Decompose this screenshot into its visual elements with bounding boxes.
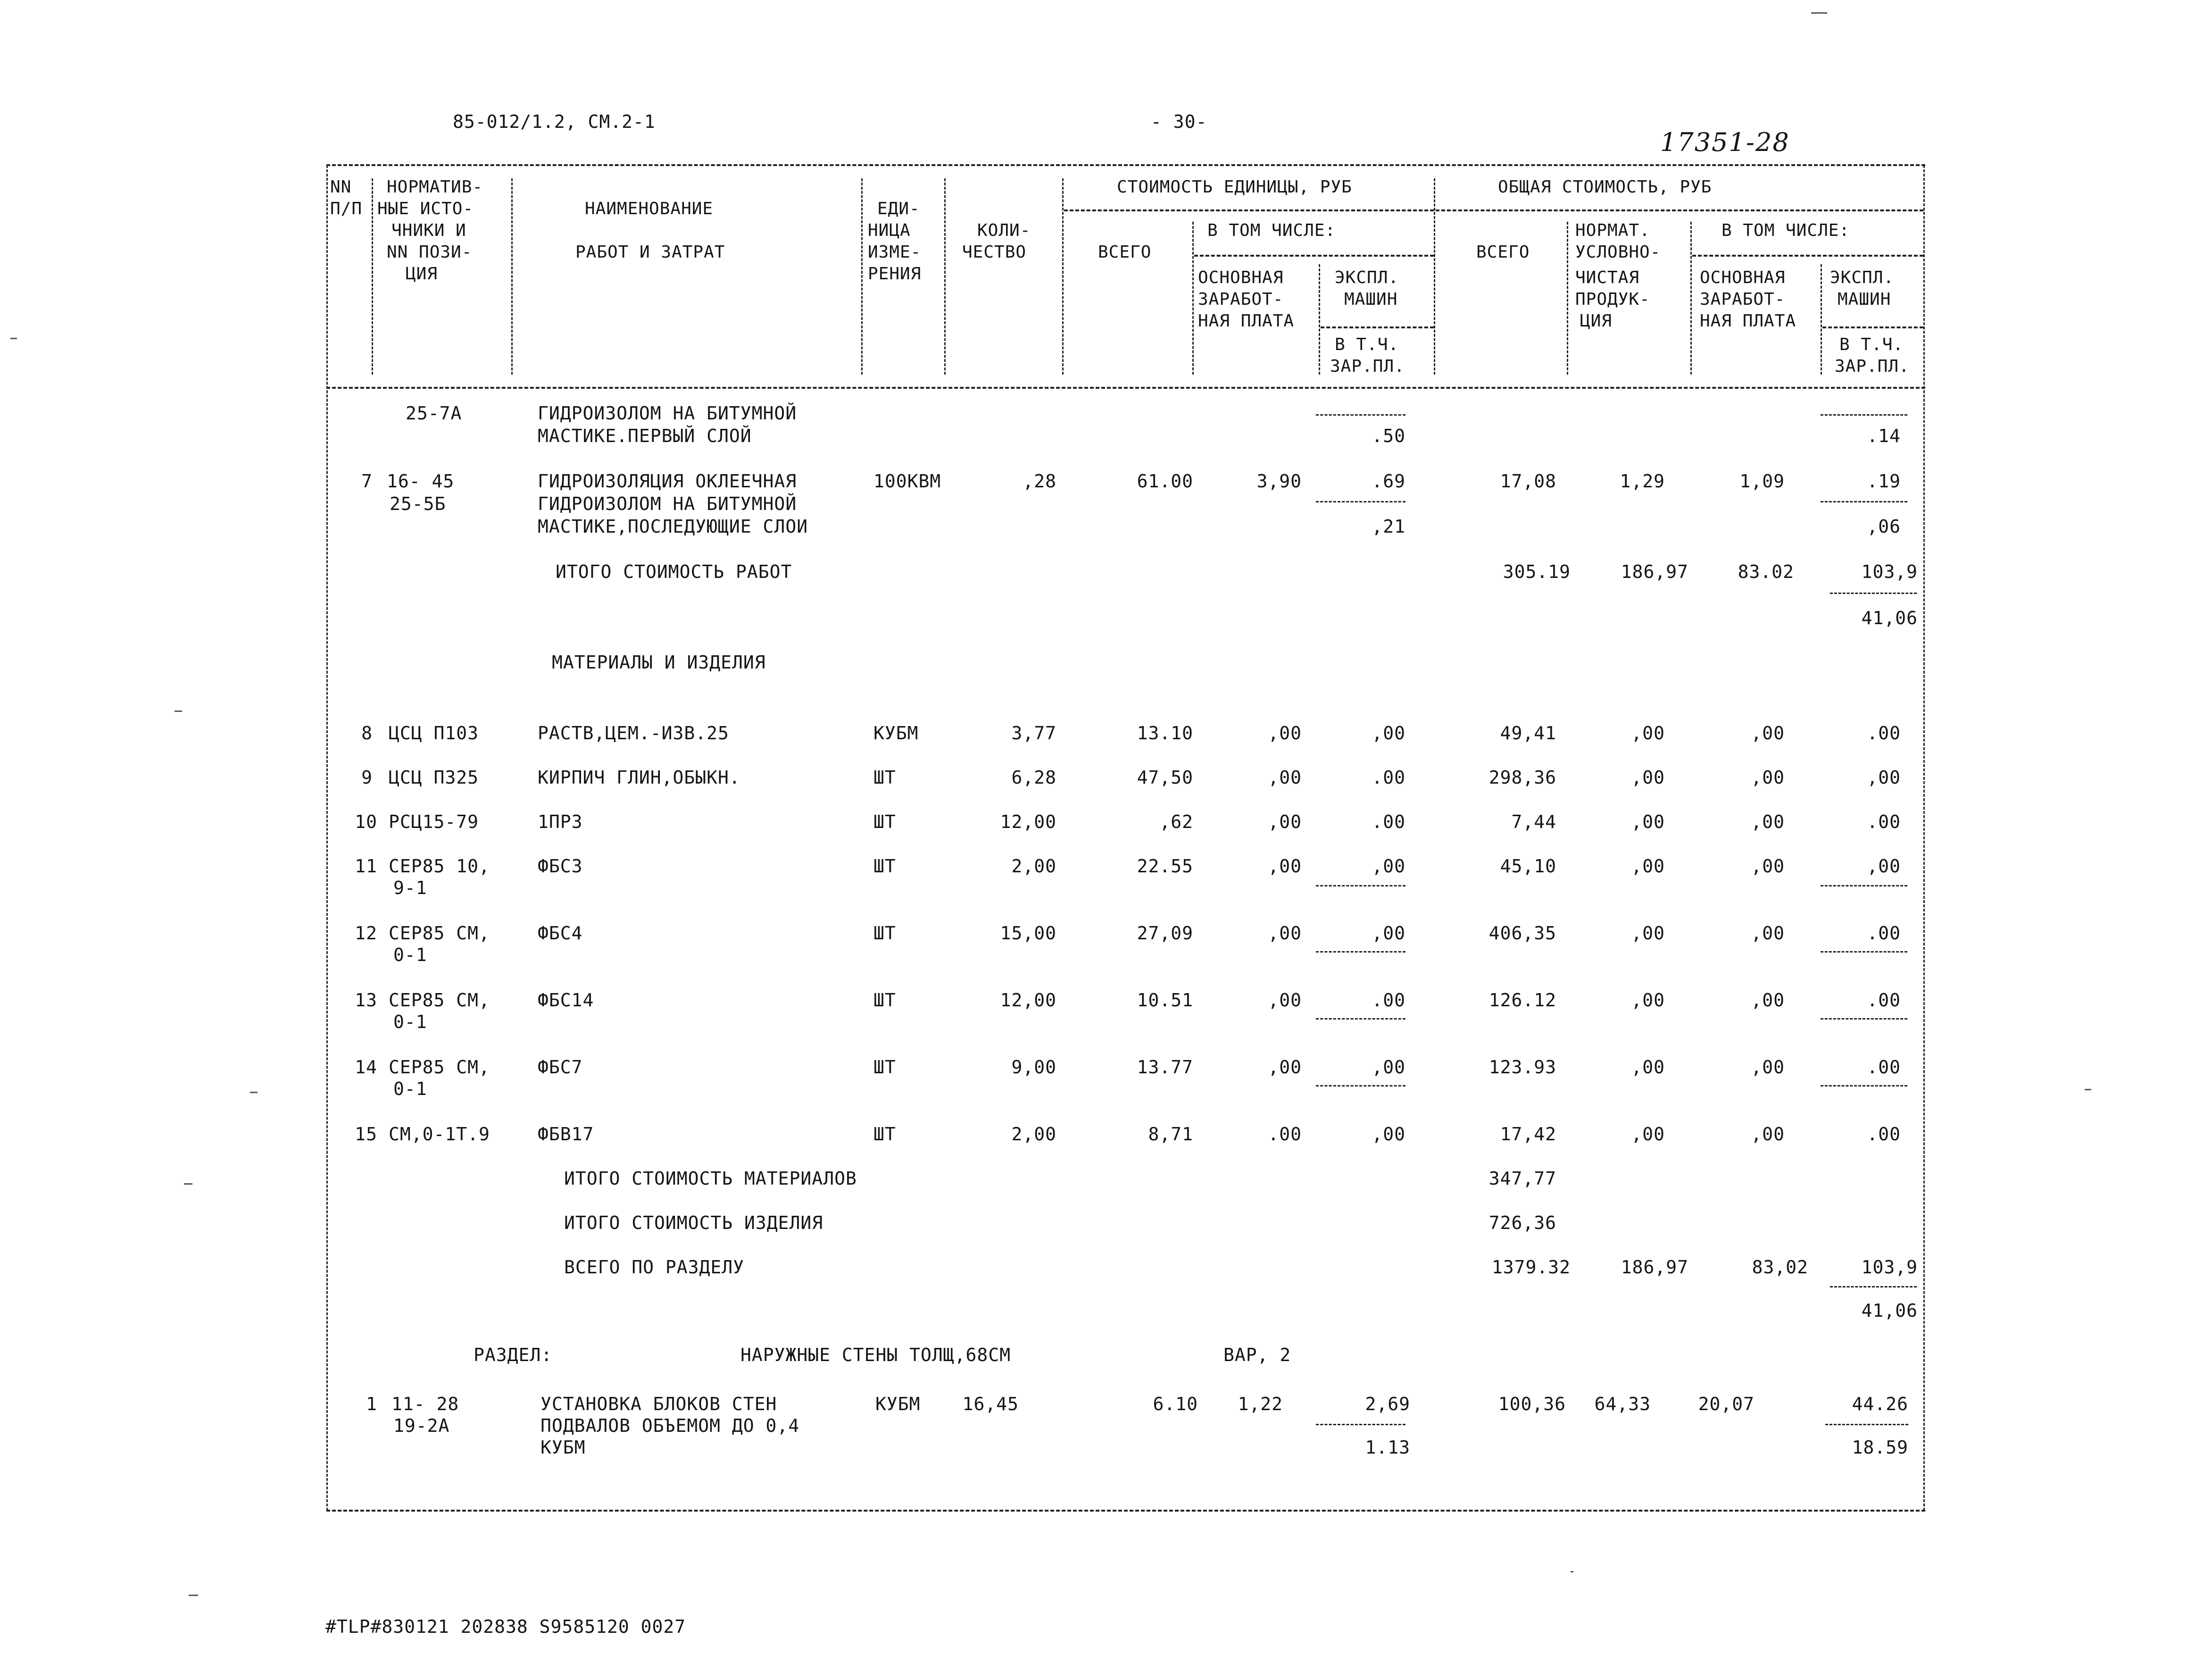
row-total: 298,36 xyxy=(1489,767,1556,788)
row-name: УСТАНОВКА БЛОКОВ СТЕН xyxy=(541,1394,777,1414)
table-bottom-border xyxy=(326,1510,1925,1512)
row-total-wage: ,00 xyxy=(1751,1057,1785,1078)
row-unit-mach: ,00 xyxy=(1372,723,1405,744)
header-t-mach-line2: МАШИН xyxy=(1838,290,1891,309)
row-name: МАСТИКЕ.ПЕРВЫЙ СЛОЙ xyxy=(538,426,752,446)
total-mach-sub-line xyxy=(1822,326,1923,328)
row-unit-total: 6.10 xyxy=(1153,1394,1198,1414)
document-code: 85-012/1.2, СМ.2-1 xyxy=(453,111,656,132)
header-norm-line2: НЫЕ ИСТО- xyxy=(377,199,474,218)
header-t-norm-line5: ЦИЯ xyxy=(1580,311,1613,331)
scan-mark xyxy=(2085,1089,2091,1090)
table-right-border xyxy=(1923,165,1925,1511)
mach-wage-underline xyxy=(1316,951,1405,953)
new-section-title: НАРУЖНЫЕ СТЕНЫ ТОЛЩ,68СМ xyxy=(740,1345,1011,1365)
row-qty: 9,00 xyxy=(1011,1057,1056,1078)
header-t-incl-wage-line2: ЗАР.ПЛ. xyxy=(1835,357,1910,376)
mach-wage-underline xyxy=(1316,1018,1405,1020)
header-t-wage-line1: ОСНОВНАЯ xyxy=(1700,268,1786,287)
row-total: 7,44 xyxy=(1511,811,1556,832)
header-t-norm-line2: УСЛОВНО- xyxy=(1575,242,1661,262)
row-unit-mach: .00 xyxy=(1372,767,1405,788)
row-qty: 12,00 xyxy=(1000,990,1056,1011)
section-total-mach-wage: 41,06 xyxy=(1861,1300,1918,1321)
row-code: СЕР85 10, xyxy=(389,856,490,877)
unit-incl-sub-line xyxy=(1194,255,1434,257)
col-sep-u-wage xyxy=(1319,264,1320,375)
header-t-wage-line3: НАЯ ПЛАТА xyxy=(1700,311,1796,331)
row-unit-mach-wage: .50 xyxy=(1372,426,1405,446)
header-t-total: ВСЕГО xyxy=(1476,242,1530,262)
row-total-wage: 1,09 xyxy=(1739,471,1785,492)
header-t-incl-wage-line1: В Т.Ч. xyxy=(1839,335,1904,354)
row-total-wage: ,00 xyxy=(1751,923,1785,944)
products-total-label: ИТОГО СТОИМОСТЬ ИЗДЕЛИЯ xyxy=(564,1212,823,1233)
header-u-wage-line1: ОСНОВНАЯ xyxy=(1198,268,1284,287)
row-unit-total: 61.00 xyxy=(1137,471,1193,492)
mach-wage-underline xyxy=(1821,951,1907,953)
row-total-wage: 20,07 xyxy=(1698,1394,1755,1414)
mach-wage-underline xyxy=(1821,414,1907,416)
row-qty: 12,00 xyxy=(1000,811,1056,832)
header-norm-line5: ЦИЯ xyxy=(406,264,438,284)
row-name: МАСТИКЕ,ПОСЛЕДУЮЩИЕ СЛОИ xyxy=(538,516,808,537)
mach-wage-underline xyxy=(1316,885,1405,886)
row-code: СМ,0-1Т.9 xyxy=(389,1124,490,1145)
header-u-incl-wage-line1: В Т.Ч. xyxy=(1335,335,1399,354)
header-u-mach-line1: ЭКСПЛ. xyxy=(1335,268,1399,287)
row-unit-total: 13.77 xyxy=(1137,1057,1193,1078)
total-cost-sub-line xyxy=(1436,209,1923,211)
row-total: 17,08 xyxy=(1500,471,1556,492)
header-norm-line3: ЧНИКИ И xyxy=(391,221,466,240)
row-name: ФБВ17 xyxy=(538,1124,594,1145)
col-sep-qty xyxy=(1062,178,1064,375)
row-number: 14 xyxy=(355,1057,377,1078)
row-total-mach: .00 xyxy=(1867,1057,1901,1078)
row-name: ФБС4 xyxy=(538,923,583,944)
row-unit-wage: ,00 xyxy=(1268,856,1302,877)
row-unit-wage: 1,22 xyxy=(1238,1394,1283,1414)
row-name: 1ПР3 xyxy=(538,811,583,832)
row-total-mach: .00 xyxy=(1867,923,1901,944)
header-t-incl: В ТОМ ЧИСЛЕ: xyxy=(1721,221,1850,240)
row-total-wage: ,00 xyxy=(1751,990,1785,1011)
row-code: 25-5Б xyxy=(390,493,446,514)
row-total-mach-wage: 18.59 xyxy=(1852,1437,1908,1458)
row-total-mach: .00 xyxy=(1867,723,1901,744)
row-code: 9-1 xyxy=(393,878,427,898)
header-total-cost: ОБЩАЯ СТОИМОСТЬ, РУБ xyxy=(1498,177,1712,197)
row-name: ГИДРОИЗОЛЯЦИЯ ОКЛЕЕЧНАЯ xyxy=(538,471,797,492)
mach-wage-underline xyxy=(1830,1286,1917,1287)
row-qty: ,28 xyxy=(1023,471,1056,492)
col-sep-norm xyxy=(511,178,513,375)
row-name: ФБС7 xyxy=(538,1057,583,1078)
header-qty-line2: ЧЕСТВО xyxy=(962,242,1027,262)
row-code: 11- 28 xyxy=(391,1394,459,1414)
section-total-value: 1379.32 xyxy=(1491,1257,1571,1278)
header-u-total: ВСЕГО xyxy=(1098,242,1152,262)
row-code: СЕР85 СМ, xyxy=(389,923,490,944)
row-unit-wage: ,00 xyxy=(1268,811,1302,832)
row-name: ФБС3 xyxy=(538,856,583,877)
row-total: 126.12 xyxy=(1489,990,1556,1011)
row-number: 7 xyxy=(361,471,373,492)
table-top-border xyxy=(326,164,1925,166)
header-nn-line2: П/П xyxy=(330,199,363,218)
scan-mark xyxy=(1571,1571,1573,1572)
row-unit: ШТ xyxy=(873,990,896,1011)
col-sep-unit xyxy=(944,178,946,375)
row-code: 0-1 xyxy=(393,945,427,965)
row-number: 1 xyxy=(366,1394,377,1414)
row-qty: 16,45 xyxy=(962,1394,1019,1414)
row-total: 17,42 xyxy=(1500,1124,1556,1145)
mach-wage-underline xyxy=(1316,1085,1405,1087)
row-qty: 2,00 xyxy=(1011,856,1056,877)
scan-mark xyxy=(10,338,17,339)
subtotal-mach: 103,9 xyxy=(1861,561,1918,582)
header-t-wage-line2: ЗАРАБОТ- xyxy=(1700,290,1786,309)
row-unit-mach: ,00 xyxy=(1372,856,1405,877)
row-total-mach-wage: .14 xyxy=(1867,426,1901,446)
scan-mark xyxy=(184,1183,192,1185)
row-total: 45,10 xyxy=(1500,856,1556,877)
row-total-norm: 1,29 xyxy=(1620,471,1665,492)
row-total-norm: ,00 xyxy=(1631,990,1665,1011)
row-code: РСЦ15-79 xyxy=(389,811,479,832)
row-code: СЕР85 СМ, xyxy=(389,1057,490,1078)
col-sep-t-wage xyxy=(1821,264,1822,375)
row-unit-total: 22.55 xyxy=(1137,856,1193,877)
section-total-wage: 83,02 xyxy=(1752,1257,1808,1278)
row-qty: 3,77 xyxy=(1011,723,1056,744)
unit-mach-sub-line xyxy=(1321,326,1434,328)
col-sep-t-total xyxy=(1567,222,1568,375)
section-total-norm: 186,97 xyxy=(1621,1257,1688,1278)
col-sep-unit-cost xyxy=(1434,178,1435,375)
mach-wage-underline xyxy=(1316,414,1405,416)
header-bottom-border xyxy=(326,387,1925,389)
row-unit-wage: ,00 xyxy=(1268,923,1302,944)
row-total-norm: ,00 xyxy=(1631,856,1665,877)
row-code: 0-1 xyxy=(393,1011,427,1032)
row-qty: 6,28 xyxy=(1011,767,1056,788)
row-unit-mach: .00 xyxy=(1372,990,1405,1011)
row-unit: КУБМ xyxy=(873,723,919,744)
row-unit: ШТ xyxy=(873,767,896,788)
page-number: - 30- xyxy=(1151,111,1207,132)
mach-wage-underline xyxy=(1316,1424,1405,1425)
row-total-norm: 64,33 xyxy=(1594,1394,1651,1414)
header-norm-line1: НОРМАТИВ- xyxy=(387,177,483,197)
row-total: 100,36 xyxy=(1498,1394,1566,1414)
header-unit-line3: ИЗМЕ- xyxy=(868,242,922,262)
row-total-wage: ,00 xyxy=(1751,723,1785,744)
header-unit-cost: СТОИМОСТЬ ЕДИНИЦЫ, РУБ xyxy=(1117,177,1352,197)
products-total-value: 726,36 xyxy=(1489,1212,1556,1233)
row-unit-wage: .00 xyxy=(1268,1124,1302,1145)
new-section-label: РАЗДЕЛ: xyxy=(474,1345,553,1365)
header-unit-line4: РЕНИЯ xyxy=(868,264,922,284)
row-name: КИРПИЧ ГЛИН,ОБЫКН. xyxy=(538,767,740,788)
col-sep-name xyxy=(861,178,863,375)
row-unit-wage: ,00 xyxy=(1268,767,1302,788)
row-unit: ШТ xyxy=(873,923,896,944)
row-total-mach: 44.26 xyxy=(1852,1394,1908,1414)
mach-wage-underline xyxy=(1821,1085,1907,1087)
header-u-incl-wage-line2: ЗАР.ПЛ. xyxy=(1330,357,1405,376)
row-unit-mach: ,00 xyxy=(1372,923,1405,944)
row-unit-wage: ,00 xyxy=(1268,1057,1302,1078)
row-number: 15 xyxy=(355,1124,377,1145)
row-unit-mach: ,00 xyxy=(1372,1057,1405,1078)
row-unit-mach-wage: ,21 xyxy=(1372,516,1405,537)
row-number: 9 xyxy=(361,767,373,788)
header-u-wage-line3: НАЯ ПЛАТА xyxy=(1198,311,1295,331)
header-t-norm-line4: ПРОДУК- xyxy=(1575,290,1650,309)
row-total-norm: ,00 xyxy=(1631,923,1665,944)
header-unit-line2: НИЦА xyxy=(868,221,911,240)
mach-wage-underline xyxy=(1821,885,1907,886)
row-unit: ШТ xyxy=(873,1057,896,1078)
row-unit: ШТ xyxy=(873,1124,896,1145)
row-total: 49,41 xyxy=(1500,723,1556,744)
col-sep-nn xyxy=(372,178,373,375)
row-name: ГИДРОИЗОЛОМ НА БИТУМНОЙ xyxy=(538,403,797,424)
mach-wage-underline xyxy=(1316,501,1405,502)
row-unit-wage: ,00 xyxy=(1268,990,1302,1011)
row-code: СЕР85 СМ, xyxy=(389,990,490,1011)
row-total-mach: .19 xyxy=(1867,471,1901,492)
subtotal-total: 305.19 xyxy=(1503,561,1571,582)
row-unit: КУБМ xyxy=(875,1394,921,1414)
row-total-mach-wage: ,06 xyxy=(1867,516,1901,537)
new-section-variant: ВАР, 2 xyxy=(1223,1345,1291,1365)
row-unit-total: 10.51 xyxy=(1137,990,1193,1011)
row-total-norm: ,00 xyxy=(1631,767,1665,788)
row-code: 19-2А xyxy=(393,1415,450,1436)
row-code: ЦСЦ П325 xyxy=(389,767,479,788)
unit-cost-sub-line xyxy=(1064,209,1434,211)
row-total-norm: ,00 xyxy=(1631,811,1665,832)
mach-wage-underline xyxy=(1825,1424,1908,1425)
subtotal-label: ИТОГО СТОИМОСТЬ РАБОТ xyxy=(556,561,792,582)
row-total: 406,35 xyxy=(1489,923,1556,944)
row-total-wage: ,00 xyxy=(1751,1124,1785,1145)
row-total-norm: ,00 xyxy=(1631,1124,1665,1145)
row-total-norm: ,00 xyxy=(1631,1057,1665,1078)
row-unit-mach: ,00 xyxy=(1372,1124,1405,1145)
header-unit-line1: ЕДИ- xyxy=(877,199,920,218)
row-code: 25-7А xyxy=(406,403,462,424)
row-name: РАСТВ,ЦЕМ.-ИЗВ.25 xyxy=(538,723,729,744)
row-name: ФБС14 xyxy=(538,990,594,1011)
subtotal-mach-wage: 41,06 xyxy=(1861,608,1918,628)
header-qty-line1: КОЛИ- xyxy=(977,221,1031,240)
row-unit-total: ,62 xyxy=(1159,811,1193,832)
row-unit-mach: .00 xyxy=(1372,811,1405,832)
row-total-mach: .00 xyxy=(1867,811,1901,832)
row-number: 10 xyxy=(355,811,377,832)
row-total-wage: ,00 xyxy=(1751,856,1785,877)
row-unit-total: 27,09 xyxy=(1137,923,1193,944)
row-number: 8 xyxy=(361,723,373,744)
materials-total-value: 347,77 xyxy=(1489,1168,1556,1189)
col-sep-t-norm xyxy=(1690,222,1692,375)
row-number: 13 xyxy=(355,990,377,1011)
subtotal-wage: 83.02 xyxy=(1738,561,1794,582)
row-unit-mach: 2,69 xyxy=(1365,1394,1410,1414)
row-qty: 2,00 xyxy=(1011,1124,1056,1145)
row-unit: ШТ xyxy=(873,811,896,832)
section-total-mach: 103,9 xyxy=(1861,1257,1918,1278)
header-t-norm-line1: НОРМАТ. xyxy=(1575,221,1650,240)
row-code: 16- 45 xyxy=(387,471,455,492)
scan-mark xyxy=(175,710,182,712)
row-total-mach: .00 xyxy=(1867,990,1901,1011)
row-total-wage: ,00 xyxy=(1751,811,1785,832)
scan-mark xyxy=(189,1595,198,1596)
header-nn-line1: NN xyxy=(330,177,352,197)
scan-mark xyxy=(250,1092,258,1093)
row-number: 12 xyxy=(355,923,377,944)
header-name-line1: НАИМЕНОВАНИЕ xyxy=(585,199,714,218)
row-unit-wage: ,00 xyxy=(1268,723,1302,744)
row-qty: 15,00 xyxy=(1000,923,1056,944)
row-unit-total: 13.10 xyxy=(1137,723,1193,744)
row-unit-wage: 3,90 xyxy=(1256,471,1302,492)
row-unit-total: 8,71 xyxy=(1148,1124,1193,1145)
table-left-border xyxy=(326,165,328,1511)
row-name: ПОДВАЛОВ ОБЪЕМОМ ДО 0,4 xyxy=(541,1415,800,1436)
row-name: КУБМ xyxy=(541,1437,586,1458)
row-unit-mach: .69 xyxy=(1372,471,1405,492)
scan-mark xyxy=(1811,12,1827,14)
row-code: 0-1 xyxy=(393,1078,427,1099)
header-t-mach-line1: ЭКСПЛ. xyxy=(1830,268,1895,287)
mach-wage-underline xyxy=(1821,1018,1907,1020)
row-total: 123.93 xyxy=(1489,1057,1556,1078)
row-unit-mach-wage: 1.13 xyxy=(1365,1437,1410,1458)
row-total-mach: ,00 xyxy=(1867,767,1901,788)
row-number: 11 xyxy=(355,856,377,877)
materials-section-label: МАТЕРИАЛЫ И ИЗДЕЛИЯ xyxy=(552,652,766,673)
total-incl-sub-line xyxy=(1692,255,1923,257)
header-norm-line4: NN ПОЗИ- xyxy=(387,242,473,262)
row-total-mach: ,00 xyxy=(1867,856,1901,877)
row-name: ГИДРОИЗОЛОМ НА БИТУМНОЙ xyxy=(538,493,797,514)
footer-code: #TLP#830121 202838 S9585120 0027 xyxy=(325,1616,686,1637)
row-total-norm: ,00 xyxy=(1631,723,1665,744)
row-unit-total: 47,50 xyxy=(1137,767,1193,788)
header-u-incl: В ТОМ ЧИСЛЕ: xyxy=(1207,221,1336,240)
header-name-line2: РАБОТ И ЗАТРАТ xyxy=(575,242,725,262)
col-sep-u-total xyxy=(1192,222,1194,375)
row-total-wage: ,00 xyxy=(1751,767,1785,788)
handwritten-stamp: 17351-28 xyxy=(1660,127,1790,157)
subtotal-norm: 186,97 xyxy=(1621,561,1688,582)
materials-total-label: ИТОГО СТОИМОСТЬ МАТЕРИАЛОВ xyxy=(564,1168,857,1189)
row-unit: 100КВМ xyxy=(873,471,941,492)
row-unit: ШТ xyxy=(873,856,896,877)
row-total-mach: .00 xyxy=(1867,1124,1901,1145)
header-u-mach-line2: МАШИН xyxy=(1344,290,1398,309)
section-total-label: ВСЕГО ПО РАЗДЕЛУ xyxy=(564,1257,745,1278)
header-t-norm-line3: ЧИСТАЯ xyxy=(1575,268,1640,287)
mach-wage-underline xyxy=(1830,593,1917,594)
row-code: ЦСЦ П103 xyxy=(389,723,479,744)
mach-wage-underline xyxy=(1821,501,1907,502)
header-u-wage-line2: ЗАРАБОТ- xyxy=(1198,290,1284,309)
